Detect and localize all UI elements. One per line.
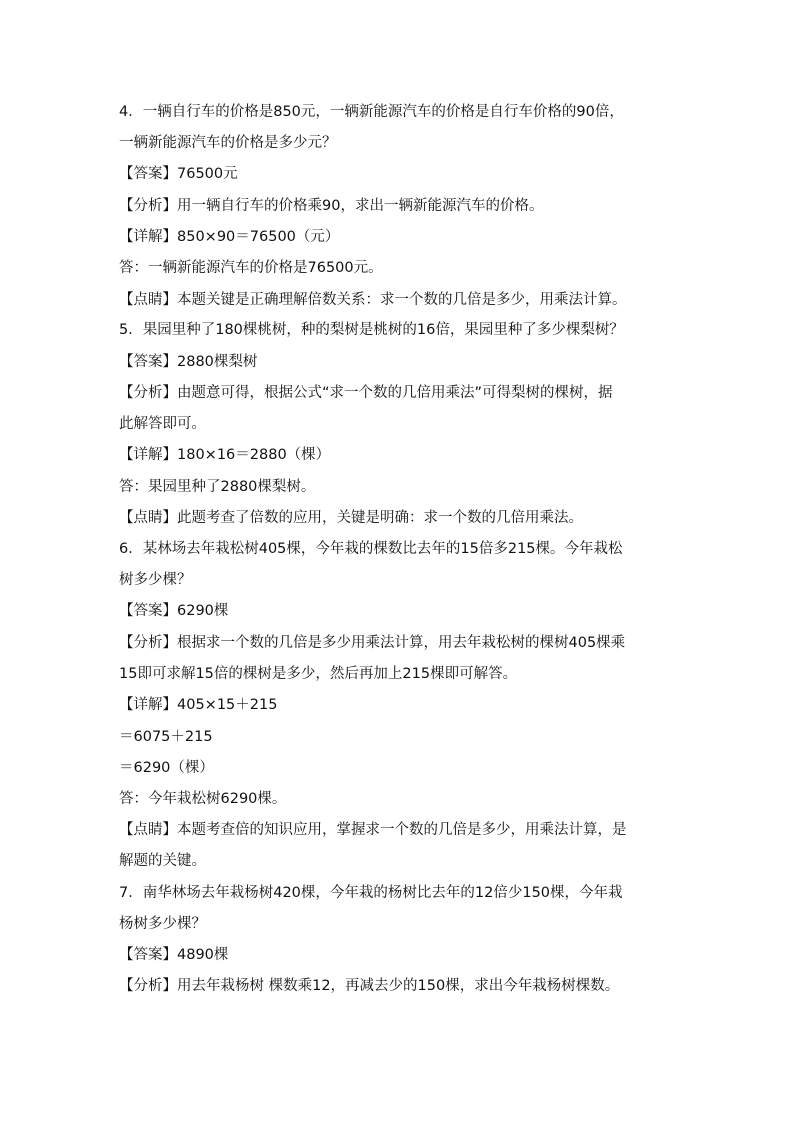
question-5-text: 5．果园里种了180棵桃树，种的梨树是桃树的16倍，果园里种了多少棵梨树？ [119,322,624,338]
question-4-text-cont: 一辆新能源汽车的价格是多少元？ [119,135,337,151]
answer-5: 【答案】2880棵梨树 [119,354,258,370]
reply-6: 答：今年栽松树6290棵。 [119,791,287,807]
question-6-text: 6．某林场去年栽松树405棵，今年栽的棵数比去年的15倍多215棵。今年栽松 [119,541,623,557]
comment-5: 【点睛】此题考查了倍数的应用，关键是明确：求一个数的几倍用乘法。 [119,510,583,526]
question-7-text: 7．南华林场去年栽杨树420棵，今年栽的杨树比去年的12倍少150棵，今年栽 [119,885,623,901]
analysis-4: 【分析】用一辆自行车的价格乘90，求出一辆新能源汽车的价格。 [119,198,544,214]
comment-6-cont: 解题的关键。 [119,853,206,869]
comment-6: 【点睛】本题考查倍的知识应用，掌握求一个数的几倍是多少，用乘法计算，是 [119,822,627,838]
answer-6: 【答案】6290棵 [119,603,229,619]
analysis-6-cont: 15即可求解15倍的棵树是多少，然后再加上215棵即可解答。 [119,666,518,682]
detail-4: 【详解】850×90＝76500（元） [119,229,340,245]
reply-4: 答：一辆新能源汽车的价格是76500元。 [119,260,383,276]
detail-6: 【详解】405×15＋215 [119,697,278,713]
question-6-text-cont: 树多少棵？ [119,572,192,588]
reply-5: 答：果园里种了2880棵梨树。 [119,479,316,495]
comment-4: 【点睛】本题关键是正确理解倍数关系：求一个数的几倍是多少，用乘法计算。 [119,292,627,308]
detail-6-step-3: ＝6290（棵） [119,760,214,776]
question-7-text-cont: 杨树多少棵？ [119,916,206,932]
answer-7: 【答案】4890棵 [119,947,229,963]
detail-5: 【详解】180×16＝2880（棵） [119,447,331,463]
analysis-6: 【分析】根据求一个数的几倍是多少用乘法计算，用去年栽松树的棵树405棵乘 [119,635,626,651]
analysis-7: 【分析】用去年栽杨树 棵数乘12，再减去少的150棵，求出今年栽杨树棵数。 [119,978,620,994]
detail-6-step-2: ＝6075＋215 [119,729,213,745]
analysis-5: 【分析】由题意可得，根据公式“求一个数的几倍用乘法”可得梨树的棵树，据 [119,385,613,401]
question-4-text: 4．一辆自行车的价格是850元，一辆新能源汽车的价格是自行车价格的90倍， [119,104,624,120]
answer-4: 【答案】76500元 [119,166,238,182]
analysis-5-cont: 此解答即可。 [119,416,206,432]
